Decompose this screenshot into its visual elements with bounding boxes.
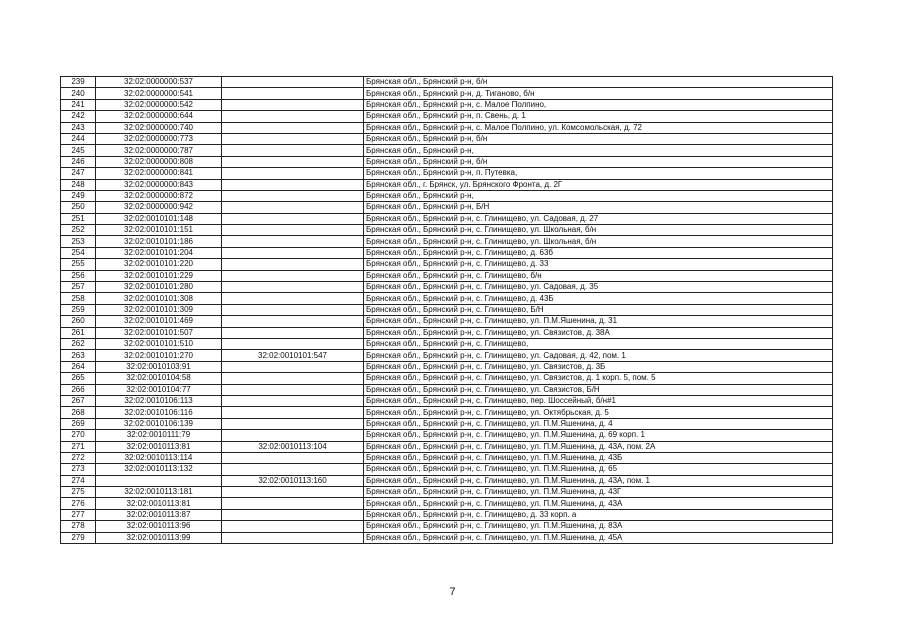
- table-row: [61, 407, 833, 418]
- table-row: [61, 316, 833, 327]
- address-cell: Брянская обл., Брянский р-н, с. Глинищево, ул. П.М.Яшенина, д. 45А: [364, 532, 833, 543]
- cadastral-number-cell: 32:02:0000000:808: [96, 156, 222, 167]
- secondary-cadastral-number-cell: [222, 384, 364, 395]
- table-row: [61, 498, 833, 509]
- row-number-cell: 278: [61, 521, 96, 532]
- address-cell: Брянская обл., Брянский р-н, с. Глинищево, ул. Школьная, б/н: [364, 236, 833, 247]
- cadastral-number-cell: 32:02:0010111:79: [96, 430, 222, 441]
- row-number-cell: 276: [61, 498, 96, 509]
- secondary-cadastral-number-cell: [222, 361, 364, 372]
- table-row: [61, 418, 833, 429]
- address-cell: Брянская обл., Брянский р-н, с. Глинищево, б/н: [364, 270, 833, 281]
- secondary-cadastral-number-cell: [222, 111, 364, 122]
- secondary-cadastral-number-cell: [222, 282, 364, 293]
- secondary-cadastral-number-cell: [222, 452, 364, 463]
- cadastral-number-cell: 32:02:0010101:308: [96, 293, 222, 304]
- cadastral-number-cell: 32:02:0010101:510: [96, 338, 222, 349]
- cadastral-number-cell: 32:02:0010104:77: [96, 384, 222, 395]
- table-row: [61, 122, 833, 133]
- secondary-cadastral-number-cell: [222, 327, 364, 338]
- secondary-cadastral-number-cell: [222, 532, 364, 543]
- cadastral-number-cell: 32:02:0010113:87: [96, 509, 222, 520]
- secondary-cadastral-number-cell: [222, 133, 364, 144]
- table-row: [61, 225, 833, 236]
- secondary-cadastral-number-cell: [222, 498, 364, 509]
- cadastral-number-cell: 32:02:0010113:81: [96, 498, 222, 509]
- cadastral-number-cell: 32:02:0010101:270: [96, 350, 222, 361]
- table-row: [61, 395, 833, 406]
- address-cell: Брянская обл., Брянский р-н, с. Глинищево, ул. П.М.Яшенина, д. 43Г: [364, 487, 833, 498]
- row-number-cell: 270: [61, 430, 96, 441]
- address-cell: Брянская обл., Брянский р-н, с. Глинищево, д. 33 корп. а: [364, 509, 833, 520]
- address-cell: Брянская обл., Брянский р-н, с. Глинищево, ул. Школьная, б/н: [364, 225, 833, 236]
- address-cell: Брянская обл., Брянский р-н, с. Глинищево, ул. Октябрьская, д. 5: [364, 407, 833, 418]
- row-number-cell: 269: [61, 418, 96, 429]
- address-cell: Брянская обл., Брянский р-н, с. Глинищево, ул. П.М.Яшенина, д. 43А, пом. 1: [364, 475, 833, 486]
- address-cell: Брянская обл., Брянский р-н, с. Глинищево, д. 33: [364, 259, 833, 270]
- table-row: [61, 373, 833, 384]
- cadastral-number-cell: 32:02:0010113:181: [96, 487, 222, 498]
- secondary-cadastral-number-cell: [222, 304, 364, 315]
- address-cell: Брянская обл., Брянский р-н, с. Глинищево, ул. Связистов, д. 3Б: [364, 361, 833, 372]
- table-row: [61, 156, 833, 167]
- cadastral-number-cell: 32:02:0010104:58: [96, 373, 222, 384]
- address-cell: Брянская обл., г. Брянск, ул. Брянского Фронта, д. 2Г: [364, 179, 833, 190]
- table-row: [61, 452, 833, 463]
- row-number-cell: 266: [61, 384, 96, 395]
- table-row: [61, 99, 833, 110]
- table-row: [61, 430, 833, 441]
- row-number-cell: 271: [61, 441, 96, 452]
- registry-table-body: [61, 77, 833, 544]
- secondary-cadastral-number-cell: [222, 407, 364, 418]
- address-cell: Брянская обл., Брянский р-н, с. Глинищево, ул. П.М.Яшенина, д. 69 корп. 1: [364, 430, 833, 441]
- secondary-cadastral-number-cell: [222, 316, 364, 327]
- table-row: [61, 213, 833, 224]
- table-row: [61, 384, 833, 395]
- table-row: [61, 168, 833, 179]
- row-number-cell: 255: [61, 259, 96, 270]
- secondary-cadastral-number-cell: 32:02:0010113:160: [222, 475, 364, 486]
- secondary-cadastral-number-cell: [222, 395, 364, 406]
- cadastral-number-cell: 32:02:0010101:280: [96, 282, 222, 293]
- cadastral-number-cell: 32:02:0000000:773: [96, 133, 222, 144]
- row-number-cell: 245: [61, 145, 96, 156]
- cadastral-number-cell: 32:02:0000000:537: [96, 77, 222, 88]
- address-cell: Брянская обл., Брянский р-н,: [364, 190, 833, 201]
- table-row: [61, 293, 833, 304]
- secondary-cadastral-number-cell: [222, 338, 364, 349]
- table-row: [61, 111, 833, 122]
- secondary-cadastral-number-cell: [222, 487, 364, 498]
- table-row: [61, 179, 833, 190]
- table-row: [61, 190, 833, 201]
- address-cell: Брянская обл., Брянский р-н, Б/Н: [364, 202, 833, 213]
- address-cell: Брянская обл., Брянский р-н, д. Тиганово, б/н: [364, 88, 833, 99]
- table-row: [61, 475, 833, 486]
- cadastral-number-cell: 32:02:0010106:113: [96, 395, 222, 406]
- cadastral-number-cell: 32:02:0000000:542: [96, 99, 222, 110]
- row-number-cell: 263: [61, 350, 96, 361]
- secondary-cadastral-number-cell: [222, 418, 364, 429]
- table-row: [61, 270, 833, 281]
- row-number-cell: 253: [61, 236, 96, 247]
- secondary-cadastral-number-cell: [222, 430, 364, 441]
- cadastral-number-cell: 32:02:0000000:787: [96, 145, 222, 156]
- row-number-cell: 246: [61, 156, 96, 167]
- row-number-cell: 243: [61, 122, 96, 133]
- row-number-cell: 257: [61, 282, 96, 293]
- secondary-cadastral-number-cell: [222, 259, 364, 270]
- cadastral-number-cell: 32:02:0010101:204: [96, 247, 222, 258]
- cadastral-number-cell: 32:02:0010113:114: [96, 452, 222, 463]
- address-cell: Брянская обл., Брянский р-н, с. Глинищево, пер. Шоссейный, б/н#1: [364, 395, 833, 406]
- cadastral-number-cell: 32:02:0010106:139: [96, 418, 222, 429]
- secondary-cadastral-number-cell: [222, 509, 364, 520]
- table-row: [61, 88, 833, 99]
- row-number-cell: 262: [61, 338, 96, 349]
- row-number-cell: 256: [61, 270, 96, 281]
- secondary-cadastral-number-cell: [222, 88, 364, 99]
- row-number-cell: 274: [61, 475, 96, 486]
- cadastral-number-cell: 32:02:0010113:81: [96, 441, 222, 452]
- row-number-cell: 242: [61, 111, 96, 122]
- address-cell: Брянская обл., Брянский р-н, с. Глинищево, д. 63б: [364, 247, 833, 258]
- cadastral-number-cell: 32:02:0000000:872: [96, 190, 222, 201]
- address-cell: Брянская обл., Брянский р-н, б/н: [364, 156, 833, 167]
- address-cell: Брянская обл., Брянский р-н, с. Глинищево, Б/Н: [364, 304, 833, 315]
- row-number-cell: 252: [61, 225, 96, 236]
- address-cell: Брянская обл., Брянский р-н, с. Глинищево, ул. Садовая, д. 35: [364, 282, 833, 293]
- cadastral-number-cell: 32:02:0000000:843: [96, 179, 222, 190]
- table-row: [61, 350, 833, 361]
- cadastral-number-cell: 32:02:0000000:644: [96, 111, 222, 122]
- table-row: [61, 509, 833, 520]
- cadastral-number-cell: 32:02:0010103:91: [96, 361, 222, 372]
- table-row: [61, 202, 833, 213]
- row-number-cell: 248: [61, 179, 96, 190]
- row-number-cell: 239: [61, 77, 96, 88]
- address-cell: Брянская обл., Брянский р-н, с. Глинищево, ул. П.М.Яшенина, д. 4: [364, 418, 833, 429]
- row-number-cell: 241: [61, 99, 96, 110]
- address-cell: Брянская обл., Брянский р-н, с. Глинищево, ул. П.М.Яшенина, д. 43А, пом. 2А: [364, 441, 833, 452]
- secondary-cadastral-number-cell: [222, 247, 364, 258]
- secondary-cadastral-number-cell: [222, 190, 364, 201]
- row-number-cell: 250: [61, 202, 96, 213]
- table-row: [61, 361, 833, 372]
- address-cell: Брянская обл., Брянский р-н,: [364, 145, 833, 156]
- row-number-cell: 261: [61, 327, 96, 338]
- address-cell: Брянская обл., Брянский р-н, п. Путевка,: [364, 168, 833, 179]
- address-cell: Брянская обл., Брянский р-н, с. Глинищево, ул. П.М.Яшенина, д. 31: [364, 316, 833, 327]
- cadastral-number-cell: 32:02:0010113:132: [96, 464, 222, 475]
- secondary-cadastral-number-cell: [222, 236, 364, 247]
- secondary-cadastral-number-cell: [222, 77, 364, 88]
- row-number-cell: 273: [61, 464, 96, 475]
- cadastral-number-cell: 32:02:0000000:740: [96, 122, 222, 133]
- address-cell: Брянская обл., Брянский р-н, с. Глинищево, ул. П.М.Яшенина, д. 83А: [364, 521, 833, 532]
- secondary-cadastral-number-cell: [222, 145, 364, 156]
- table-row: [61, 441, 833, 452]
- row-number-cell: 258: [61, 293, 96, 304]
- table-row: [61, 327, 833, 338]
- table-row: [61, 77, 833, 88]
- row-number-cell: 277: [61, 509, 96, 520]
- row-number-cell: 259: [61, 304, 96, 315]
- cadastral-number-cell: 32:02:0000000:541: [96, 88, 222, 99]
- cadastral-number-cell: 32:02:0010101:148: [96, 213, 222, 224]
- table-row: [61, 282, 833, 293]
- row-number-cell: 268: [61, 407, 96, 418]
- row-number-cell: 260: [61, 316, 96, 327]
- table-row: [61, 133, 833, 144]
- secondary-cadastral-number-cell: [222, 270, 364, 281]
- cadastral-number-cell: 32:02:0010101:186: [96, 236, 222, 247]
- cadastral-number-cell: 32:02:0000000:841: [96, 168, 222, 179]
- table-row: [61, 338, 833, 349]
- secondary-cadastral-number-cell: [222, 179, 364, 190]
- secondary-cadastral-number-cell: [222, 521, 364, 532]
- cadastral-number-cell: 32:02:0000000:942: [96, 202, 222, 213]
- cadastral-number-cell: 32:02:0010101:151: [96, 225, 222, 236]
- table-row: [61, 145, 833, 156]
- row-number-cell: 272: [61, 452, 96, 463]
- cadastral-number-cell: 32:02:0010106:116: [96, 407, 222, 418]
- secondary-cadastral-number-cell: [222, 202, 364, 213]
- row-number-cell: 251: [61, 213, 96, 224]
- row-number-cell: 254: [61, 247, 96, 258]
- row-number-cell: 244: [61, 133, 96, 144]
- secondary-cadastral-number-cell: 32:02:0010101:547: [222, 350, 364, 361]
- table-row: [61, 521, 833, 532]
- address-cell: Брянская обл., Брянский р-н, с. Глинищево, д. 43Б: [364, 293, 833, 304]
- cadastral-number-cell: 32:02:0010113:99: [96, 532, 222, 543]
- address-cell: Брянская обл., Брянский р-н, б/н: [364, 77, 833, 88]
- secondary-cadastral-number-cell: [222, 464, 364, 475]
- secondary-cadastral-number-cell: [222, 293, 364, 304]
- address-cell: Брянская обл., Брянский р-н, с. Глинищево, ул. П.М.Яшенина, д. 65: [364, 464, 833, 475]
- address-cell: Брянская обл., Брянский р-н, с. Глинищево, ул. Связистов, д. 1 корп. 5, пом. 5: [364, 373, 833, 384]
- address-cell: Брянская обл., Брянский р-н, с. Глинищево, ул. П.М.Яшенина, д. 43А: [364, 498, 833, 509]
- row-number-cell: 240: [61, 88, 96, 99]
- row-number-cell: 279: [61, 532, 96, 543]
- table-row: [61, 464, 833, 475]
- row-number-cell: 265: [61, 373, 96, 384]
- address-cell: Брянская обл., Брянский р-н, с. Глинищево, ул. П.М.Яшенина, д. 43Б: [364, 452, 833, 463]
- secondary-cadastral-number-cell: [222, 156, 364, 167]
- cadastral-number-cell: 32:02:0010101:229: [96, 270, 222, 281]
- secondary-cadastral-number-cell: [222, 225, 364, 236]
- address-cell: Брянская обл., Брянский р-н, с. Малое Полпино, ул. Комсомольская, д. 72: [364, 122, 833, 133]
- address-cell: Брянская обл., Брянский р-н, с. Глинищево, ул. Связистов, Б/Н: [364, 384, 833, 395]
- cadastral-number-cell: 32:02:0010113:96: [96, 521, 222, 532]
- table-row: [61, 247, 833, 258]
- address-cell: Брянская обл., Брянский р-н, с. Глинищево,: [364, 338, 833, 349]
- table-row: [61, 236, 833, 247]
- address-cell: Брянская обл., Брянский р-н, с. Малое Полпино,: [364, 99, 833, 110]
- address-cell: Брянская обл., Брянский р-н, с. Глинищево, ул. Садовая, д. 42, пом. 1: [364, 350, 833, 361]
- cadastral-number-cell: [96, 475, 222, 486]
- secondary-cadastral-number-cell: [222, 122, 364, 133]
- cadastral-number-cell: 32:02:0010101:309: [96, 304, 222, 315]
- table-row: [61, 259, 833, 270]
- row-number-cell: 267: [61, 395, 96, 406]
- registry-table: [60, 76, 833, 544]
- cadastral-number-cell: 32:02:0010101:507: [96, 327, 222, 338]
- cadastral-number-cell: 32:02:0010101:469: [96, 316, 222, 327]
- page-number: 7: [449, 586, 456, 598]
- table-row: [61, 487, 833, 498]
- address-cell: Брянская обл., Брянский р-н, б/н: [364, 133, 833, 144]
- secondary-cadastral-number-cell: [222, 213, 364, 224]
- row-number-cell: 264: [61, 361, 96, 372]
- address-cell: Брянская обл., Брянский р-н, п. Свень, д. 1: [364, 111, 833, 122]
- table-row: [61, 304, 833, 315]
- secondary-cadastral-number-cell: [222, 99, 364, 110]
- secondary-cadastral-number-cell: [222, 168, 364, 179]
- secondary-cadastral-number-cell: 32:02:0010113:104: [222, 441, 364, 452]
- cadastral-number-cell: 32:02:0010101:220: [96, 259, 222, 270]
- address-cell: Брянская обл., Брянский р-н, с. Глинищево, ул. Садовая, д. 27: [364, 213, 833, 224]
- row-number-cell: 249: [61, 190, 96, 201]
- table-row: [61, 532, 833, 543]
- row-number-cell: 247: [61, 168, 96, 179]
- row-number-cell: 275: [61, 487, 96, 498]
- secondary-cadastral-number-cell: [222, 373, 364, 384]
- address-cell: Брянская обл., Брянский р-н, с. Глинищево, ул. Связистов, д. 38А: [364, 327, 833, 338]
